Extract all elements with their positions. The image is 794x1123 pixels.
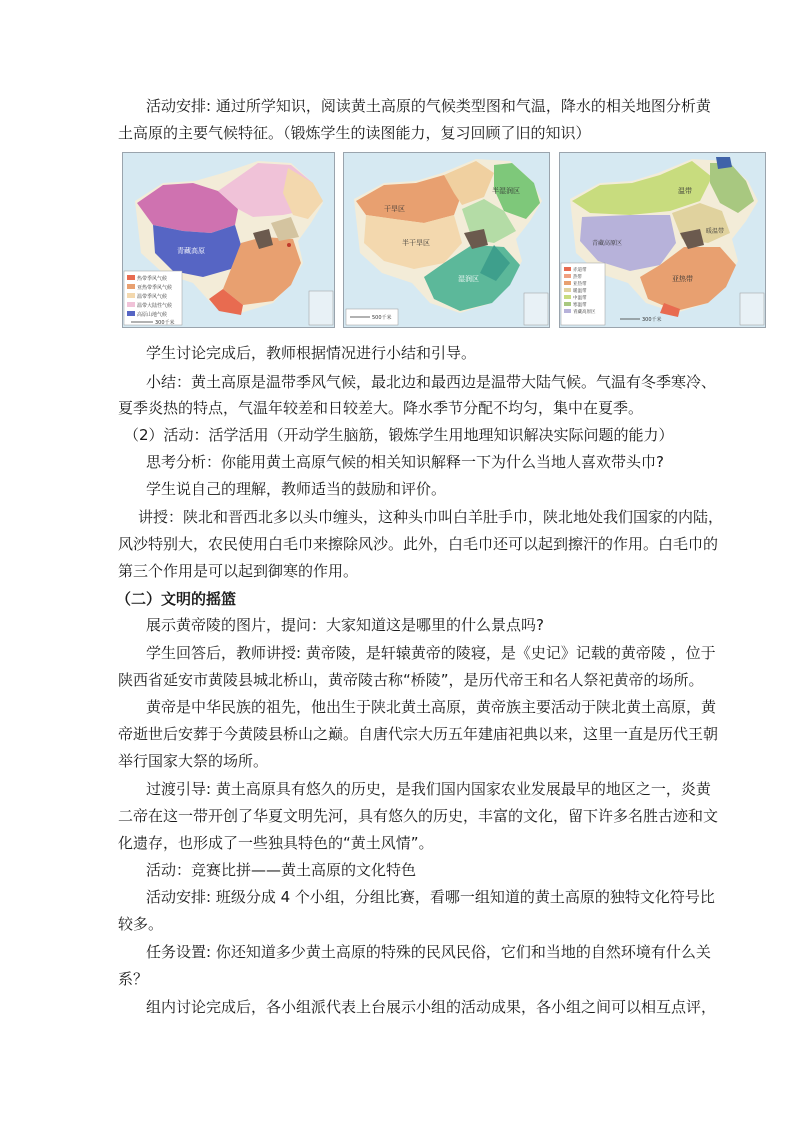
paragraph-lecture-cont1: 风沙特别大，农民使用白毛巾来擦除风沙。此外，白毛巾还可以起到擦汗的作用。白毛巾的 — [118, 535, 719, 553]
paragraph-group-presentation: 组内讨论完成后，各小组派代表上台展示小组的活动成果，各小组之间可以相互点评， — [146, 998, 717, 1016]
dry-wet-map-scale: 500千米 — [372, 315, 392, 321]
paragraph-activity-arrangement: 活动安排: 通过所学知识，阅读黄土高原的气候类型图和气温，降水的相关地图分析黄 — [146, 97, 711, 115]
paragraph-discussion: 学生讨论完成后，教师根据情况进行小结和引导。 — [146, 344, 477, 362]
paragraph-group-arrangement-cont: 较多。 — [118, 915, 164, 933]
climate-type-map — [122, 152, 335, 328]
paragraph-thinking: 思考分析：你能用黄土高原气候的相关知识解释一下为什么当地人喜欢带头巾? — [146, 453, 664, 471]
climate-legend-temperate-monsoon: 温带季风气候 — [137, 294, 168, 300]
paragraph-huangdi-ancestor: 黄帝是中华民族的祖先，他出生于陕北黄土高原，黄帝族主要活动于陕北黄土高原，黄 — [146, 698, 717, 716]
paragraph-lecture: 讲授：陕北和晋西北多以头巾缠头，这种头巾叫白羊肚手巾，陕北地处我们国家的内陆， — [138, 508, 724, 526]
paragraph-student-understanding: 学生说自己的理解，教师适当的鼓励和评价。 — [146, 480, 447, 498]
map-label-subtropical: 亚热带 — [672, 275, 693, 283]
paragraph-huangdi-ancestor-cont2: 举行国家大祭的场所。 — [118, 752, 269, 770]
temp-legend-warm-temperate: 暖温带 — [573, 289, 587, 294]
climate-legend-temperate-continental: 温带大陆性气候 — [137, 303, 173, 309]
paragraph-huangdi-ancestor-cont1: 帝逝世后安葬于今黄陵县桥山之巅。自唐代宗大历五年建庙祀典以来，这里一直是历代王朝 — [118, 725, 719, 743]
paragraph-transition: 过渡引导: 黄土高原具有悠久的历史，是我们国内国家农业发展最早的地区之一，炎黄 — [146, 780, 711, 798]
paragraph-competition: 活动：竞赛比拼——黄土高原的文化特色 — [146, 861, 417, 879]
temp-legend-cold-temperate: 寒温带 — [573, 303, 587, 308]
climate-legend-subtropical: 亚热带季风气候 — [137, 285, 173, 291]
paragraph-task-setting-cont: 系？ — [118, 970, 149, 988]
map-label-plateau-zone: 青藏高原区 — [592, 240, 623, 247]
temp-legend-equatorial: 赤道带 — [573, 268, 587, 273]
temp-legend-mid-temperate: 中温带 — [573, 296, 587, 301]
paragraph-task-setting: 任务设置: 你还知道多少黄土高原的特殊的民风民俗，它们和当地的自然环境有什么关 — [146, 943, 711, 961]
climate-map-scale: 300千米 — [155, 320, 175, 326]
temp-legend-subtropical: 亚热带 — [573, 282, 587, 287]
china-climate-maps — [122, 152, 766, 328]
temperature-map-scale: 300千米 — [642, 317, 662, 323]
paragraph-transition-cont2: 化遗存，也形成了一些独具特色的“黄土风情”。 — [118, 834, 434, 852]
temperature-zone-map — [559, 152, 766, 328]
map-label-humid: 湿润区 — [458, 275, 479, 283]
paragraph-show-image: 展示黄帝陵的图片，提问：大家知道这是哪里的什么景点吗? — [146, 616, 544, 634]
paragraph-activity-2: （2）活动：活学活用（开动学生脑筋，锻炼学生用地理知识解决实际问题的能力） — [124, 426, 674, 444]
paragraph-transition-cont1: 二帝在这一带开创了华夏文明先河，具有悠久的历史，丰富的文化，留下许多名胜古迹和文 — [118, 807, 719, 825]
paragraph-activity-arrangement-cont: 土高原的主要气候特征。（锻炼学生的读图能力，复习回顾了旧的知识） — [118, 124, 591, 142]
temp-legend-plateau: 青藏高原区 — [573, 310, 596, 315]
paragraph-huangdi-mausoleum: 学生回答后，教师讲授: 黄帝陵，是轩辕黄帝的陵寝，是《史记》记载的黄帝陵 ，位于 — [146, 644, 716, 662]
map-label-semi-arid: 半干旱区 — [402, 239, 430, 247]
map-label-warm-temperate: 暖温带 — [706, 228, 725, 235]
dry-wet-region-map — [343, 152, 550, 328]
paragraph-summary: 小结：黄土高原是温带季风气候，最北边和最西边是温带大陆气候。气温有冬季寒冷、 — [146, 373, 717, 391]
map-label-qinghai-tibet: 青藏高原 — [177, 247, 205, 255]
section-heading-cradle-of-civilization: （二）文明的摇篮 — [116, 590, 237, 608]
paragraph-huangdi-mausoleum-cont: 陕西省延安市黄陵县城北桥山，黄帝陵古称“桥陵”，是历代帝王和名人祭祀黄帝的场所。 — [118, 671, 704, 689]
map-label-temperate: 温带 — [678, 187, 692, 195]
temp-legend-tropical: 热带 — [573, 275, 582, 280]
paragraph-summary-cont: 夏季炎热的特点，气温年较差和日较差大。降水季节分配不均匀，集中在夏季。 — [118, 399, 644, 417]
climate-legend-tropical: 热带季风气候 — [137, 276, 168, 282]
paragraph-group-arrangement: 活动安排: 班级分成 4 个小组，分组比赛，看哪一组知道的黄土高原的独特文化符号比 — [146, 888, 715, 906]
paragraph-lecture-cont2: 第三个作用是可以起到御寒的作用。 — [118, 562, 359, 580]
climate-legend-highland: 高原山地气候 — [137, 312, 168, 318]
map-label-arid: 干旱区 — [384, 205, 405, 213]
map-label-semi-humid: 半湿润区 — [492, 187, 520, 195]
